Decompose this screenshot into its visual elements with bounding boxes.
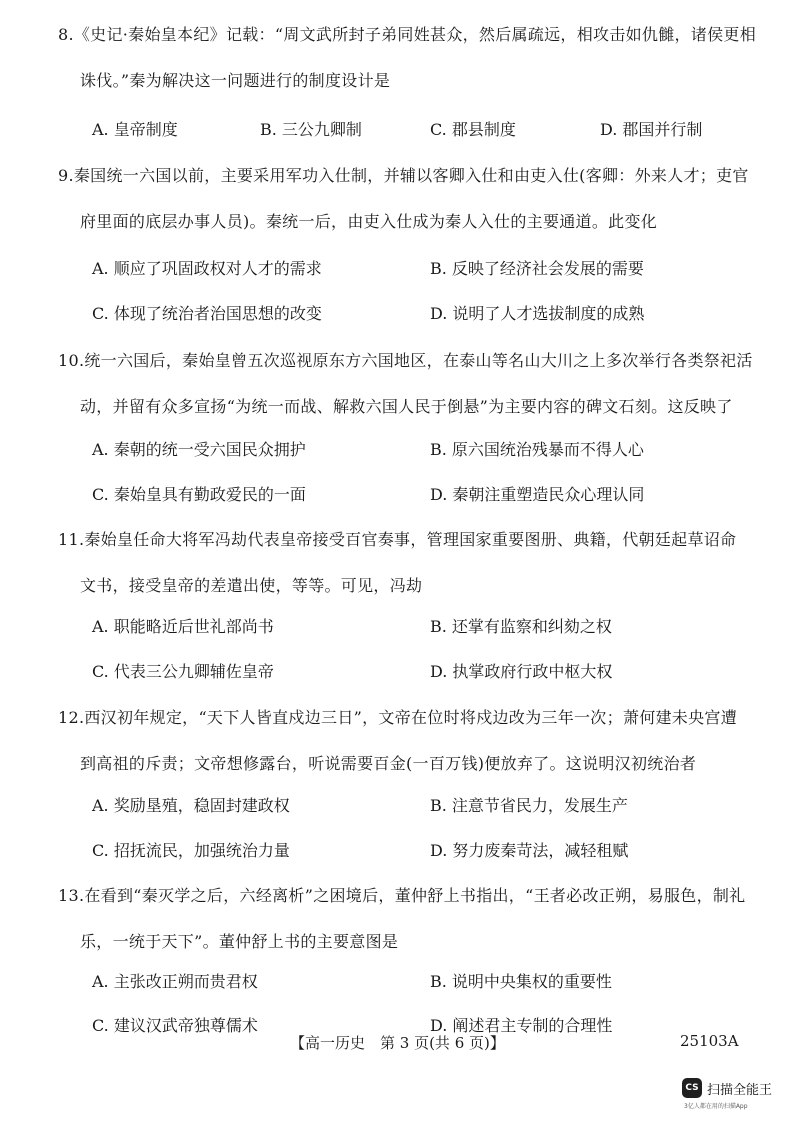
question-13-line-2: 乐，一统于天下”。董仲舒上书的主要意图是 (80, 932, 399, 951)
scanner-app-name: 扫描全能王 (707, 1082, 773, 1098)
cs-icon-letters: CS (685, 1083, 699, 1093)
question-12-line-1: 12.西汉初年规定，“天下人皆直戍边三日”，文帝在位时将戍边改为三年一次；萧何建未央宫遭 (58, 708, 738, 727)
question-13-option-a: A. 主张改正朔而贵君权 (92, 972, 258, 991)
cs-scanner-icon (682, 1078, 702, 1098)
question-10-stem (58, 338, 753, 430)
question-11-line-1: 11.秦始皇任命大将军冯劫代表皇帝接受百官奏事，管理国家重要图册、典籍，代朝廷起草诏命 (58, 530, 737, 549)
question-8-option-b: B. 三公九卿制 (260, 120, 362, 139)
question-11-stem (58, 517, 748, 609)
question-9-option-d: D. 说明了人才选拔制度的成熟 (430, 304, 645, 323)
exam-code: 25103A (680, 1032, 739, 1050)
question-12-option-d: D. 努力废秦苛法，减轻租赋 (430, 841, 629, 860)
question-9-line-2: 府里面的底层办事人员)。秦统一后，由吏入仕成为秦人入仕的主要通道。此变化 (80, 212, 658, 231)
question-13-option-b: B. 说明中央集权的重要性 (430, 972, 612, 991)
question-10-option-b: B. 原六国统治残暴而不得人心 (430, 440, 644, 459)
question-13-option-d: D. 阐述君主专制的合理性 (430, 1016, 613, 1035)
question-12-option-a: A. 奖励垦殖，稳固封建政权 (92, 796, 290, 815)
question-8-stem (58, 12, 757, 104)
question-8-option-c: C. 郡县制度 (430, 120, 516, 139)
question-11-option-a: A. 职能略近后世礼部尚书 (92, 617, 274, 636)
question-11-line-2: 文书，接受皇帝的差遣出使，等等。可见，冯劫 (80, 576, 423, 595)
question-10-option-c: C. 秦始皇具有勤政爱民的一面 (92, 485, 306, 504)
question-8-line-1: 8.《史记·秦始皇本纪》记载：“周文武所封子弟同姓甚众，然后属疏远，相攻击如仇雠，诸侯更相 (58, 25, 757, 44)
question-11-option-b: B. 还掌有监察和纠劾之权 (430, 617, 612, 636)
question-10-line-1: 10.统一六国后，秦始皇曾五次巡视原东方六国地区，在泰山等名山大川之上多次举行各类祭祀活 (58, 351, 753, 370)
question-8-line-2: 诛伐。”秦为解决这一问题进行的制度设计是 (80, 71, 391, 90)
question-9-line-1: 9.秦国统一六国以前，主要采用军功入仕制，并辅以客卿入仕和由吏入仕(客卿：外来人才；吏官 (58, 166, 749, 185)
question-11-option-d: D. 执掌政府行政中枢大权 (430, 662, 613, 681)
question-13-line-1: 13.在看到“秦灭学之后，六经离析”之困境后，董仲舒上书指出，“王者必改正朔，易服色，制礼 (58, 886, 746, 905)
question-10-option-d: D. 秦朝注重塑造民众心理认同 (430, 485, 645, 504)
question-8-option-a: A. 皇帝制度 (92, 120, 178, 139)
question-12-option-c: C. 招抚流民，加强统治力量 (92, 841, 290, 860)
question-9-stem (58, 153, 748, 245)
question-9-option-c: C. 体现了统治者治国思想的改变 (92, 304, 322, 323)
scanner-tagline: 3亿人都在用的扫描App (684, 1103, 748, 1110)
page-footer: 【高一历史 第 3 页(共 6 页)】 (290, 1034, 505, 1052)
question-9-option-a: A. 顺应了巩固政权对人才的需求 (92, 259, 322, 278)
question-9-option-b: B. 反映了经济社会发展的需要 (430, 259, 644, 278)
question-8-option-d: D. 郡国并行制 (600, 120, 703, 139)
question-12-option-b: B. 注意节省民力，发展生产 (430, 796, 628, 815)
question-12-stem (58, 695, 748, 787)
question-10-line-2: 动，并留有众多宣扬“为统一而战、解救六国人民于倒悬”为主要内容的碑文石刻。这反映了 (80, 397, 733, 416)
question-10-option-a: A. 秦朝的统一受六国民众拥护 (92, 440, 306, 459)
scanner-watermark (682, 1078, 772, 1098)
question-12-line-2: 到高祖的斥责；文帝想修露台，听说需要百金(一百万钱)便放弃了。这说明汉初统治者 (80, 754, 697, 773)
question-11-option-c: C. 代表三公九卿辅佐皇帝 (92, 662, 274, 681)
question-13-option-c: C. 建议汉武帝独尊儒术 (92, 1016, 258, 1035)
question-13-stem (58, 873, 748, 965)
